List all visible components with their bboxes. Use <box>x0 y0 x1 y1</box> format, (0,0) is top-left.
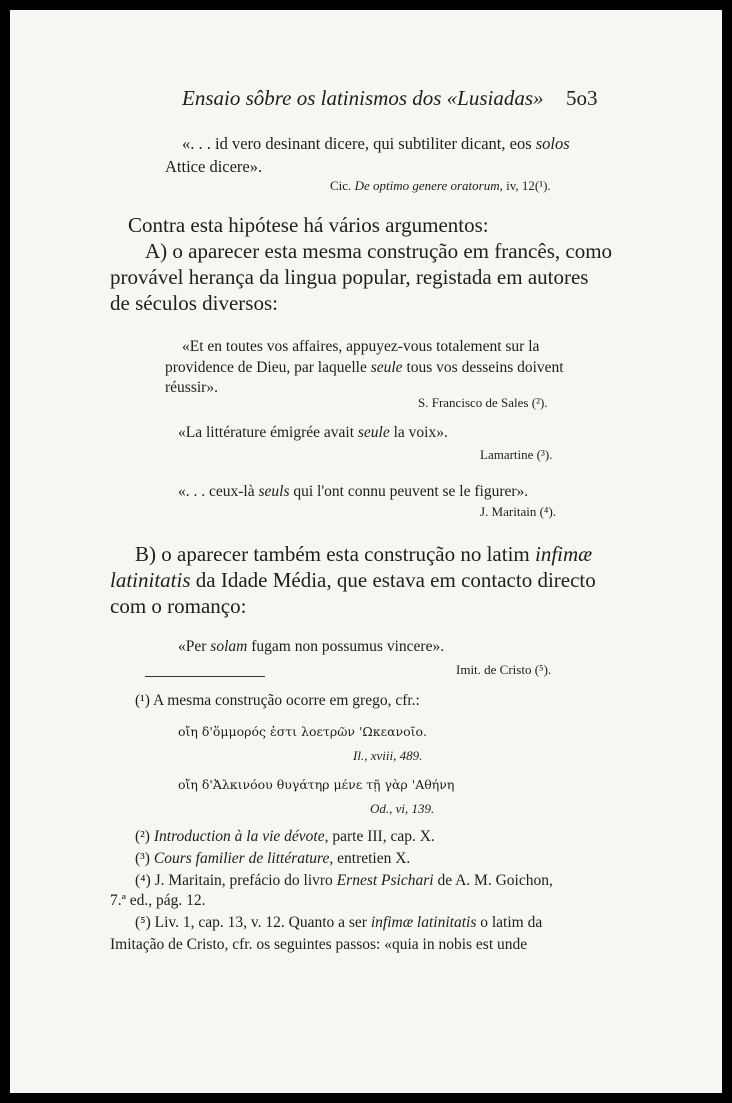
french-quote-2-line: «La littérature émigrée avait seule la voix». <box>178 424 448 441</box>
book-page <box>10 10 722 1093</box>
footnote-4-line-2: 7.ª ed., pág. 12. <box>110 892 206 909</box>
french-quote-2-source: Lamartine (³). <box>480 447 553 462</box>
footnote-1: (¹) A mesma construção ocorre em grego, cfr.: <box>135 692 420 709</box>
footnote-5-line-2: Imitação de Cristo, cfr. os seguintes passos: «quia in nobis est unde <box>110 936 528 953</box>
greek-quote-1: οἴη δ'ὅμμορός ἐστι λοετρῶν 'Ωκεανοῖο. <box>178 724 428 739</box>
body-line: Contra esta hipótese há vários argumentos: <box>128 213 489 237</box>
top-quote-line-1: «. . . id vero desinant dicere, qui subtiliter dicant, eos solos <box>182 134 570 153</box>
french-quote-3-source: J. Maritain (⁴). <box>480 504 557 519</box>
french-quote-1-line: réussir». <box>165 379 218 396</box>
footnote-3: (³) Cours familier de littérature, entretien X. <box>135 850 411 867</box>
page-number: 5o3 <box>566 86 598 110</box>
section-b-line: com o romanço: <box>110 594 247 618</box>
footnote-4: (⁴) J. Maritain, prefácio do livro Ernest Psichari de A. M. Goichon, <box>135 872 553 889</box>
running-title: Ensaio sôbre os latinismos dos «Lusiadas» <box>182 86 544 110</box>
french-quote-1-line: providence de Dieu, par laquelle seule tous vos desseins doivent <box>165 359 564 376</box>
section-b-line: B) o aparecer também esta construção no latim infimæ <box>135 542 593 566</box>
greek-quote-2: οἴη δ'Ἀλκινόου θυγάτηρ μένε τῇ γὰρ 'Αθήνη <box>178 777 455 792</box>
top-quote-line-2: Attice dicere». <box>165 157 263 176</box>
footnote-2: (²) Introduction à la vie dévote, parte III, cap. X. <box>135 828 435 845</box>
french-quote-1-line: «Et en toutes vos affaires, appuyez-vous totalement sur la <box>182 338 540 355</box>
top-quote-citation: Cic. De optimo genere oratorum, iv, 12(¹). <box>330 178 551 193</box>
latin-quote-source: Imit. de Cristo (⁵). <box>456 662 552 677</box>
french-quote-3-line: «. . . ceux-là seuls qui l'ont connu peuvent se le figurer». <box>178 483 529 500</box>
latin-quote: «Per solam fugam non possumus vincere». <box>178 638 445 655</box>
body-line: provável herança da lingua popular, registada em autores <box>110 265 589 289</box>
body-line: A) o aparecer esta mesma construção em francês, como <box>145 239 613 263</box>
greek-quote-1-ref: Il., xviii, 489. <box>353 748 423 763</box>
footnote-rule <box>145 676 265 677</box>
french-quote-1-source: S. Francisco de Sales (²). <box>418 395 548 410</box>
greek-quote-2-ref: Od., vi, 139. <box>370 801 435 816</box>
section-b-line: latinitatis da Idade Média, que estava em contacto directo <box>110 568 596 592</box>
body-line: de séculos diversos: <box>110 291 278 315</box>
footnote-5: (⁵) Liv. 1, cap. 13, v. 12. Quanto a ser infimæ latinitatis o latim da <box>135 914 543 931</box>
